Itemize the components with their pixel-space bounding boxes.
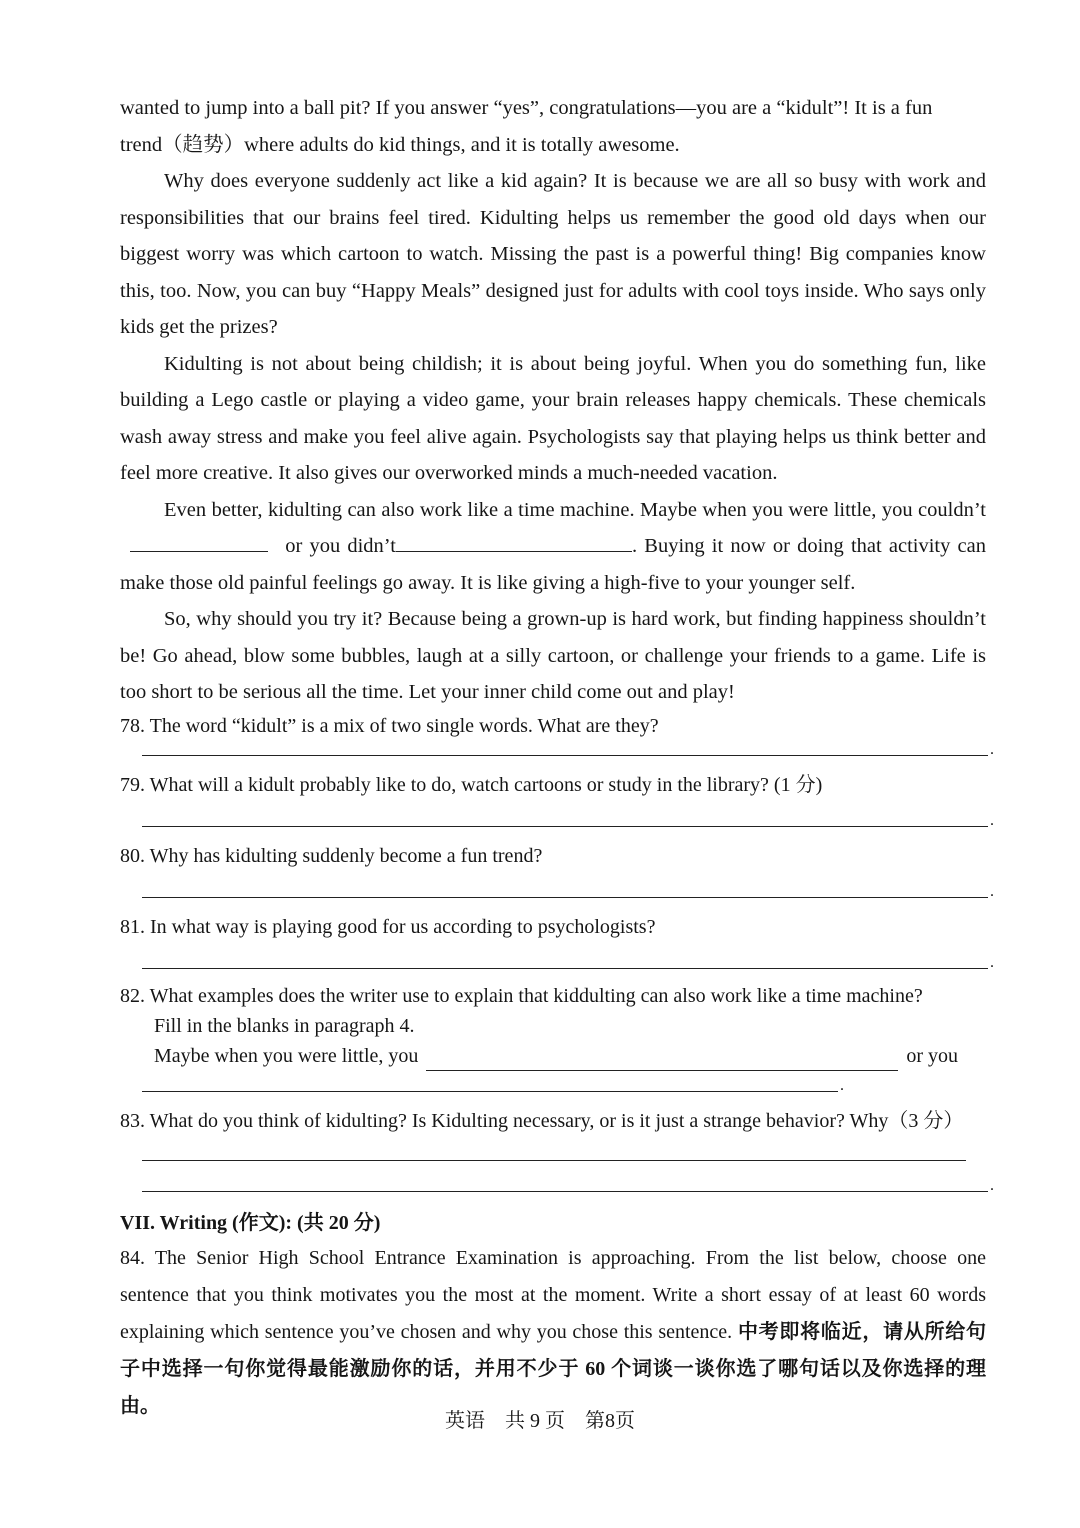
answer-line-78[interactable]: . [142, 755, 988, 756]
passage-paragraph-2: Kidulting is not about being childish; it is about being joyful. When you do something fun, like building a Lego castle or playing a video game, your brain releases happy chemicals. These chemicals wash away stress and make you feel alive again. Psychologists say that playing helps us think better and feel more creative. It also gives our overworked minds a much-needed vacation. [120, 352, 986, 484]
question-82-text: 82. What examples does the writer use to explain that kiddulting can also work like a time machine? [120, 984, 923, 1007]
paragraph-3-part-b: or you didn’t [285, 535, 396, 557]
question-84-text: 84. The Senior High School Entrance Examination is approaching. From the list below, choose one sentence that you think motivates you the most at the moment. Write a short essay of at least 60 words explaining which sentence you’ve chosen and why you chose this sentence. [120, 1246, 986, 1343]
answer-line-82-b[interactable]: . [142, 1091, 838, 1092]
question-80-text: 80. Why has kidulting suddenly become a fun trend? [120, 844, 543, 867]
question-82-or-you: or you [906, 1044, 959, 1067]
passage-intro-line1: wanted to jump into a ball pit? If you answer “yes”, congratulations—you are a “kidult”! It is a fun [120, 97, 933, 119]
answer-blank-82-a[interactable] [426, 1050, 898, 1071]
question-82-prompt [120, 1041, 986, 1071]
paragraph-3-part-c: . Buying it now or doing that activity can make those old painful feelings go away. It is like giving a high-five to your younger self. [120, 535, 986, 594]
answer-line-81[interactable]: . [142, 968, 988, 969]
question-83-text: 83. What do you think of kidulting? Is Kidulting necessary, or is it just a strange behavior? Why（3 分） [120, 1109, 964, 1132]
question-79-text: 79. What will a kidult probably like to do, watch cartoons or study in the library? (1 分) [120, 773, 823, 796]
question-82-instruction: Fill in the blanks in paragraph 4. [154, 1014, 415, 1037]
passage-paragraph-4: So, why should you try it? Because being a grown-up is hard work, but finding happiness shouldn’t be! Go ahead, blow some bubbles, laugh at a silly cartoon, or challenge your friends to a game. Life is too short to be serious all the time. Let your inner child come out and play! [120, 608, 986, 703]
question-82-prompt-text: Maybe when you were little, you [154, 1044, 419, 1067]
page-footer: 英语 共 9 页 第8页 [445, 1410, 635, 1432]
passage-intro-line2: trend（趋势）where adults do kid things, and it is totally awesome. [120, 133, 680, 156]
answer-line-79[interactable]: . [142, 826, 988, 827]
passage-paragraph-3 [120, 492, 986, 602]
question-83 [120, 1106, 994, 1194]
question-84 [120, 1240, 986, 1425]
question-78 [120, 711, 994, 758]
question-80 [120, 841, 994, 900]
question-84-chinese-instruction: 中考即将临近，请从所给句子中选择一句你觉得最能激励你的话，并用不少于 60 个词谈一谈你选了哪句话以及你选择的理由。 [120, 1320, 987, 1417]
question-81 [120, 912, 994, 971]
passage-paragraph-1: Why does everyone suddenly act like a kid again? It is because we are all so busy with work and responsibilities that our brains feel tired. Kidulting helps us remember the good old days when our biggest worry was which cartoon to watch. Missing the past is a powerful thing! Big companies know this, too. Now, you can buy “Happy Meals” designed just for adults with cool toys inside. Who says only kids get the prizes? [120, 170, 986, 338]
paragraph-3-blank-2[interactable] [396, 531, 632, 552]
writing-section-heading: VII. Writing (作文): (共 20 分) [120, 1211, 381, 1234]
question-81-text: 81. In what way is playing good for us according to psychologists? [120, 915, 656, 938]
paragraph-3-blank-1[interactable] [130, 531, 268, 552]
question-79 [120, 770, 994, 829]
answer-line-83-a[interactable] [142, 1160, 966, 1161]
answer-line-80[interactable]: . [142, 897, 988, 898]
answer-line-83-b[interactable]: . [142, 1191, 988, 1192]
question-78-text: 78. The word “kidult” is a mix of two single words. What are they? [120, 714, 659, 737]
paragraph-3-part-a: Even better, kidulting can also work like a time machine. Maybe when you were little, you couldn’t [164, 498, 986, 521]
question-82 [120, 981, 986, 1092]
exam-page [120, 90, 994, 1425]
